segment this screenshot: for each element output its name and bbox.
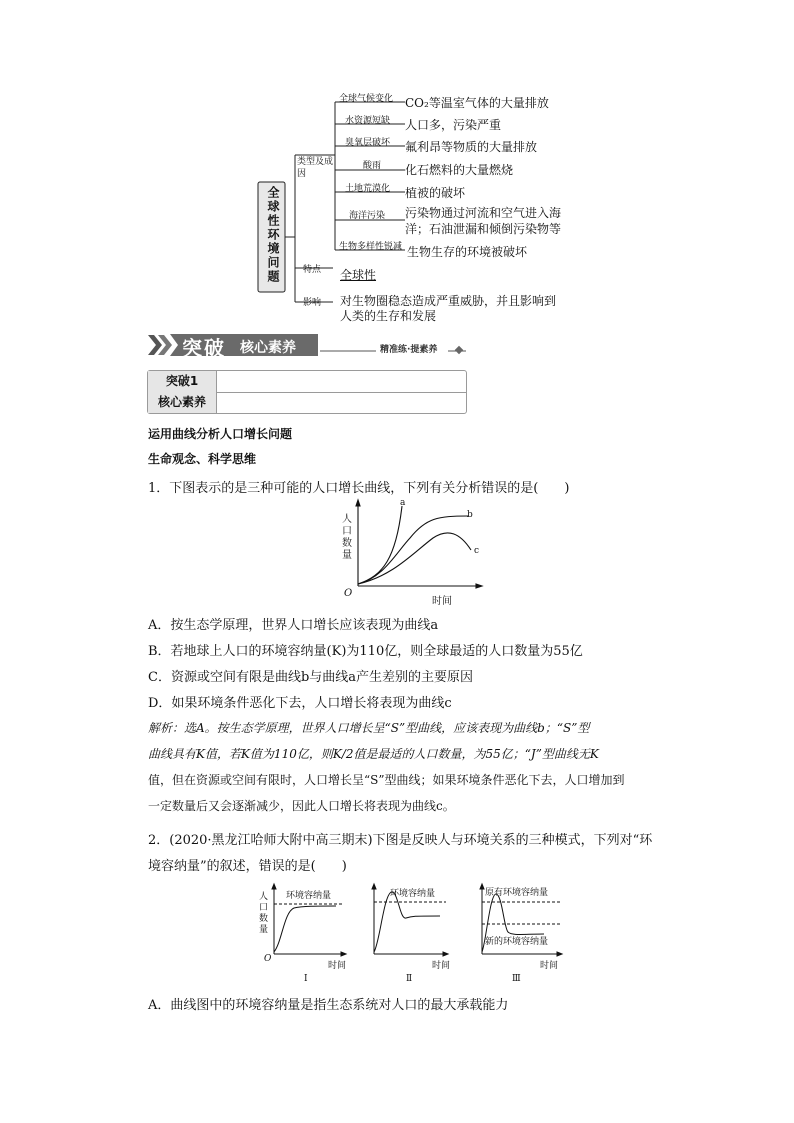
curve-a-label: a bbox=[400, 498, 406, 508]
q2-option: A．曲线图中的环境容纳量是指生态系统对人口的最大承载能力 bbox=[148, 998, 509, 1013]
feature-value: 全球性 bbox=[340, 268, 377, 282]
q1-option: C．资源或空间有限是曲线b与曲线a产生差别的主要原因 bbox=[148, 670, 474, 685]
type-name: 酸雨 bbox=[363, 161, 382, 171]
table-row bbox=[148, 392, 466, 413]
curve-b bbox=[358, 516, 468, 584]
x-label: 时间 bbox=[328, 961, 347, 971]
branch-type-label: 类型及成因 bbox=[297, 157, 334, 179]
mind-map bbox=[255, 90, 585, 323]
breakthrough-table bbox=[147, 370, 467, 414]
literacy-heading: 生命观念、科学思维 bbox=[148, 452, 257, 466]
q1-analysis-line: 值，但在资源或空间有限时，人口增长呈“S”型曲线；如果环境条件恶化下去，人口增加到 bbox=[148, 773, 625, 787]
q2-chart-1 bbox=[258, 882, 348, 988]
q2-chart-3 bbox=[468, 882, 568, 988]
x-axis-arrow bbox=[476, 584, 482, 588]
y-label: 人 口 数 量 bbox=[259, 892, 269, 935]
x-label: 时间 bbox=[432, 596, 452, 607]
type-cause: 洋；石油泄漏和倾倒污染物等 bbox=[405, 222, 562, 236]
effect-value: 对生物圈稳态造成严重威胁，并且影响到 bbox=[340, 294, 557, 308]
branch-effect-label: 影响 bbox=[303, 298, 322, 308]
q1-analysis-line: 解析：选A。按生态学原理，世界人口增长呈“S”型曲线，应该表现为曲线b；“S”型 bbox=[148, 721, 590, 735]
table-label: 突破1 bbox=[148, 371, 217, 392]
y-axis-arrow bbox=[356, 500, 360, 506]
banner-title: 突破 bbox=[182, 336, 226, 360]
effect-value: 人类的生存和发展 bbox=[340, 309, 437, 323]
type-name: 臭氧层破坏 bbox=[345, 138, 391, 148]
type-name: 海洋污染 bbox=[349, 211, 386, 221]
q1-stem: 1．下图表示的是三种可能的人口增长曲线，下列有关分析错误的是( ) bbox=[148, 481, 570, 496]
curve-c-label: c bbox=[474, 546, 480, 556]
chart-label: 环境容纳量 bbox=[390, 889, 436, 899]
q1-option: D．如果环境条件恶化下去，人口增长将表现为曲线c bbox=[148, 696, 452, 711]
chart-label: 环境容纳量 bbox=[286, 891, 332, 901]
type-cause: 化石燃料的大量燃烧 bbox=[405, 163, 514, 177]
curve-b-label: b bbox=[467, 510, 473, 520]
type-cause: 氟利昂等物质的大量排放 bbox=[405, 140, 538, 154]
chart-roman: Ⅲ bbox=[512, 974, 521, 984]
type-cause: 植被的破坏 bbox=[405, 186, 466, 200]
banner-right-text: 精准练·提素养 bbox=[380, 345, 438, 355]
table-label: 核心素养 bbox=[148, 392, 217, 413]
chart-roman: Ⅰ bbox=[304, 974, 308, 984]
chart-label-top: 原有环境容纳量 bbox=[485, 888, 549, 898]
q2-chart-2 bbox=[360, 882, 452, 988]
branch-feature-label: 特点 bbox=[303, 265, 322, 275]
section-banner bbox=[148, 333, 470, 360]
y-label: 人 口 数 量 bbox=[342, 514, 352, 561]
chart-label-bottom: 新的环境容纳量 bbox=[485, 937, 549, 947]
q1-chart bbox=[338, 498, 488, 608]
origin-label: O bbox=[264, 954, 272, 964]
q2-stem: 2．(2020·黑龙江哈师大附中高三期末)下图是反映人与环境关系的三种模式，下列对“环 bbox=[148, 833, 653, 848]
type-name: 水资源短缺 bbox=[345, 116, 391, 126]
q1-chart-svg bbox=[338, 498, 488, 608]
origin-label: O bbox=[344, 588, 353, 599]
x-label: 时间 bbox=[432, 961, 451, 971]
q1-analysis-line: 曲线具有K值，若K值为110亿，则K/2值是最适的人口数量，为55亿；“J”型曲线无K bbox=[148, 747, 599, 761]
type-cause: 生物生存的环境被破坏 bbox=[407, 245, 528, 259]
type-cause: 人口多，污染严重 bbox=[405, 118, 502, 132]
q1-option: A．按生态学原理，世界人口增长应该表现为曲线a bbox=[148, 618, 439, 633]
x-label: 时间 bbox=[540, 961, 559, 971]
type-name: 生物多样性锐减 bbox=[339, 242, 403, 252]
q1-option: B．若地球上人口的环境容纳量(K)为110亿，则全球最适的人口数量为55亿 bbox=[148, 644, 583, 659]
mind-map-root: 全球性环境问题 bbox=[266, 186, 280, 284]
q2-stem: 境容纳量”的叙述，错误的是( ) bbox=[148, 859, 347, 874]
q1-analysis-line: 一定数量后又会逐渐减少，因此人口增长将表现为曲线c。 bbox=[148, 799, 455, 813]
table-row bbox=[148, 371, 466, 393]
chart-roman: Ⅱ bbox=[406, 974, 413, 984]
type-cause: 污染物通过河流和空气进入海 bbox=[405, 206, 562, 220]
type-cause: CO₂等温室气体的大量排放 bbox=[405, 96, 549, 110]
type-name: 全球气候变化 bbox=[339, 94, 394, 104]
topic-heading: 运用曲线分析人口增长问题 bbox=[148, 427, 293, 441]
banner-subtitle: 核心素养 bbox=[240, 340, 296, 356]
type-name: 土地荒漠化 bbox=[345, 184, 391, 194]
